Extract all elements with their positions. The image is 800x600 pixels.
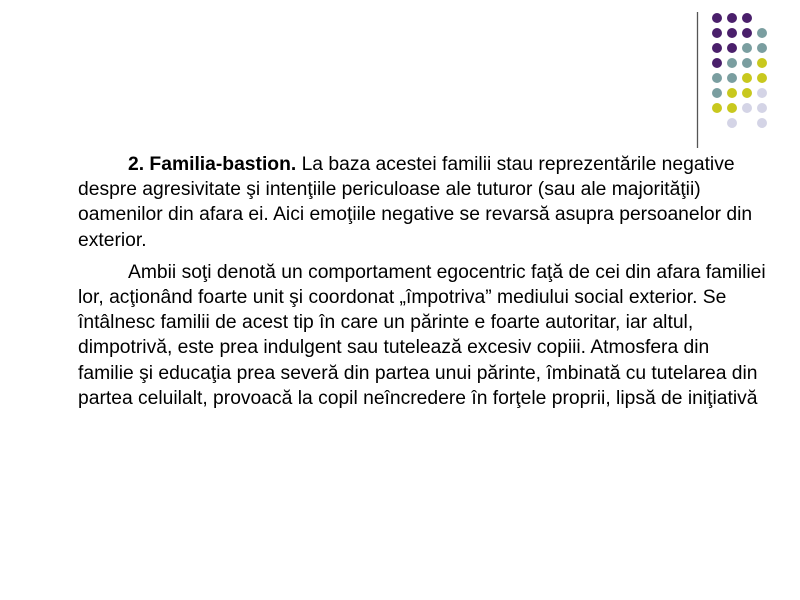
dot-teal (712, 88, 722, 98)
dot-grid-icon (712, 13, 767, 128)
dot-yellow (757, 73, 767, 83)
dot-yellow (757, 58, 767, 68)
dot-purple (727, 43, 737, 53)
dot-yellow (727, 103, 737, 113)
dot-purple (742, 28, 752, 38)
dot-purple (727, 13, 737, 23)
dot-lavender (757, 118, 767, 128)
dot-teal (712, 73, 722, 83)
dot-yellow (742, 88, 752, 98)
dot-purple (712, 13, 722, 23)
dot-purple (712, 28, 722, 38)
dot-purple (712, 58, 722, 68)
dot-purple (742, 13, 752, 23)
paragraph-familia-bastion (78, 152, 768, 253)
dot-yellow (727, 88, 737, 98)
document-body (78, 152, 768, 411)
dot-purple (727, 28, 737, 38)
dot-lavender (757, 103, 767, 113)
dot-yellow (742, 73, 752, 83)
dot-lavender (742, 103, 752, 113)
dot-yellow (712, 103, 722, 113)
section-heading: 2. Familia-bastion. (128, 154, 297, 175)
dot-teal (742, 58, 752, 68)
dot-lavender (727, 118, 737, 128)
paragraph-comportament (78, 260, 768, 411)
dot-teal (757, 28, 767, 38)
dot-lavender (757, 88, 767, 98)
dot-purple (712, 43, 722, 53)
dot-teal (727, 73, 737, 83)
paragraph-text: Ambii soţi denotă un comportament egocentric faţă de cei din afara familiei lor, acţionând foarte unit şi coordonat „împotriva” mediului social exterior. Se întâlnesc familii de acest tip în care un părinte e foarte autoritar, iar altul, dimpotrivă, este prea indulgent sau tutelează excesiv copiii. Atmosfera din familie şi educaţia prea severă din partea unui părinte, îmbinată cu tutelarea din partea celuilalt, provoacă la copil neîncredere în forţele proprii, lipsă de iniţiativă (78, 261, 766, 409)
dot-teal (757, 43, 767, 53)
dot-teal (727, 58, 737, 68)
paragraph-text: La baza acestei familii stau reprezentările negative despre agresivitate şi intenţiile periculoase ale tuturor (sau ale majorităţii) oamenilor din afara ei. Aici emoţiile negative se revarsă asupra persoanelor din exterior. (78, 154, 753, 251)
dot-teal (742, 43, 752, 53)
